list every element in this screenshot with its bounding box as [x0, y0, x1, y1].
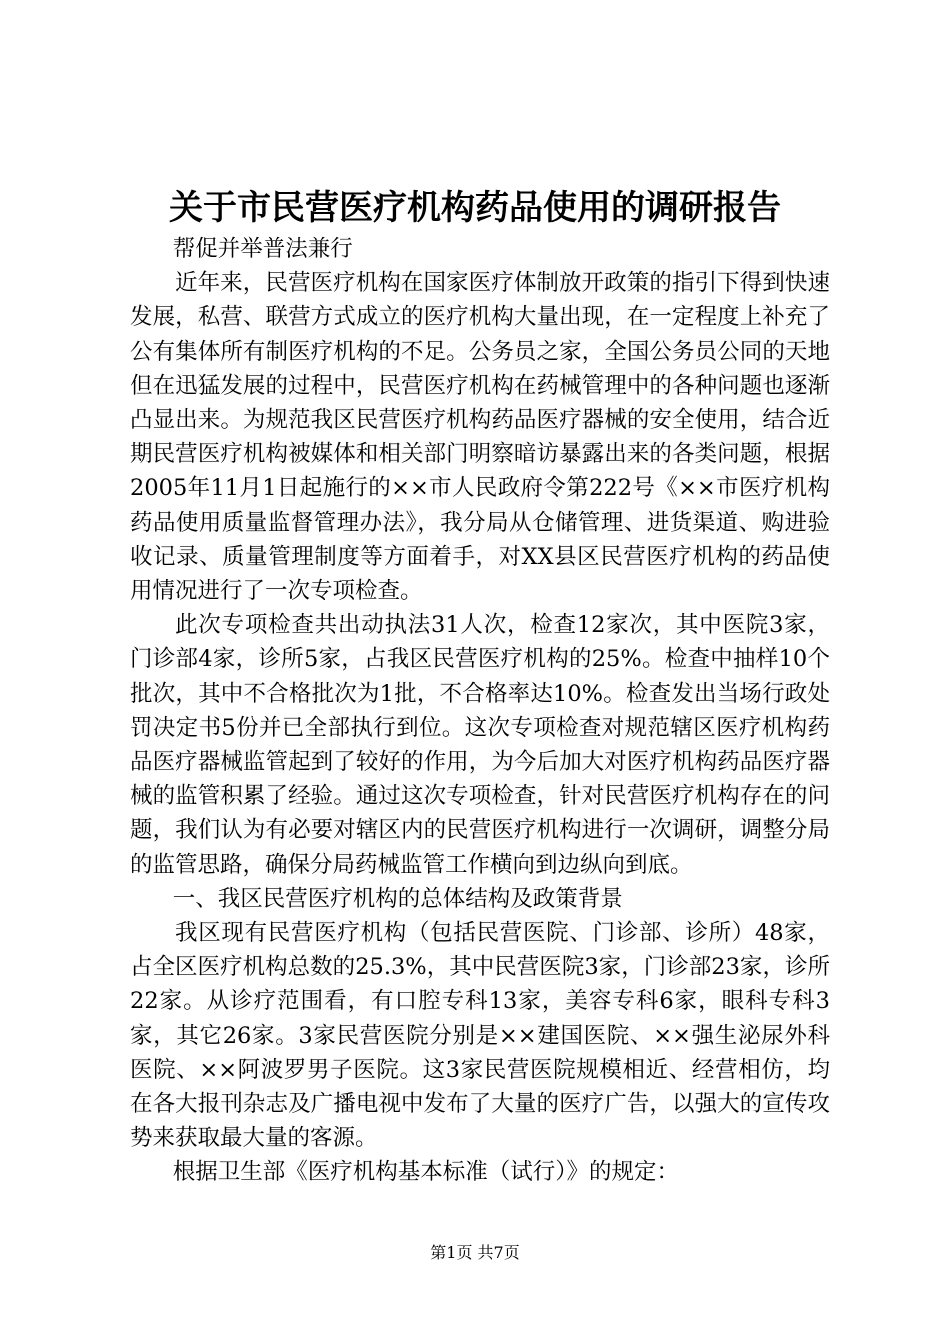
paragraph-inspection: 此次专项检查共出动执法31人次，检查12家次，其中医院3家，门诊部4家，诊所5家，占我区民营医疗机构的25%。检查中抽样10个批次，其中不合格批次为1批，不合格率达10%。检查发出当场行政处罚决定书5份并已全部执行到位。这次专项检查对规范辖区医疗机构药品医疗器械监管起到了较好的作用，为今后加大对医疗机构药品医疗器械的监管积累了经验。通过这次专项检查，针对民营医疗机构存在的问题，我们认为有必要对辖区内的民营医疗机构进行一次调研，调整分局的监管思路，确保分局药械监管工作横向到边纵向到底。 — [130, 612, 830, 878]
section-heading-1: 一、我区民营医疗机构的总体结构及政策背景 — [172, 885, 623, 912]
paragraph-regulation: 根据卫生部《医疗机构基本标准（试行）》的规定： — [172, 1159, 680, 1186]
paragraph-subtitle: 帮促并举普法兼行 — [172, 236, 353, 262]
page-footer: 第1页 共7页 — [430, 1243, 520, 1262]
paragraph-structure: 我区现有民营医疗机构（包括民营医院、门诊部、诊所）48家，占全区医疗机构总数的25.3%，其中民营医院3家，门诊部23家，诊所22家。从诊疗范围看，有口腔专科13家，美容专科6家，眼科专科3家，其它26家。3家民营医院分别是××建国医院、××强生泌尿外科医院、××阿波罗男子医院。这3家民营医院规模相近、经营相仿，均在各大报刊杂志及广播电视中发布了大量的医疗广告，以强大的宣传攻势来获取最大量的客源。 — [130, 920, 830, 1152]
paragraph-intro: 近年来，民营医疗机构在国家医疗体制放开政策的指引下得到快速发展，私营、联营方式成立的医疗机构大量出现，在一定程度上补充了公有集体所有制医疗机构的不足。公务员之家，全国公务员公同的天地但在迅猛发展的过程中，民营医疗机构在药械管理中的各种问题也逐渐凸显出来。为规范我区民营医疗机构药品医疗器械的安全使用，结合近期民营医疗机构被媒体和相关部门明察暗访暴露出来的各类问题，根据2005年11月1日起施行的××市人民政府令第222号《××市医疗机构药品使用质量监督管理办法》，我分局从仓储管理、进货渠道、购进验收记录、质量管理制度等方面着手，对XX县区民营医疗机构的药品使用情况进行了一次专项检查。 — [130, 270, 830, 605]
document-title: 关于市民营医疗机构药品使用的调研报告 — [169, 188, 781, 228]
document-body — [130, 232, 830, 1190]
